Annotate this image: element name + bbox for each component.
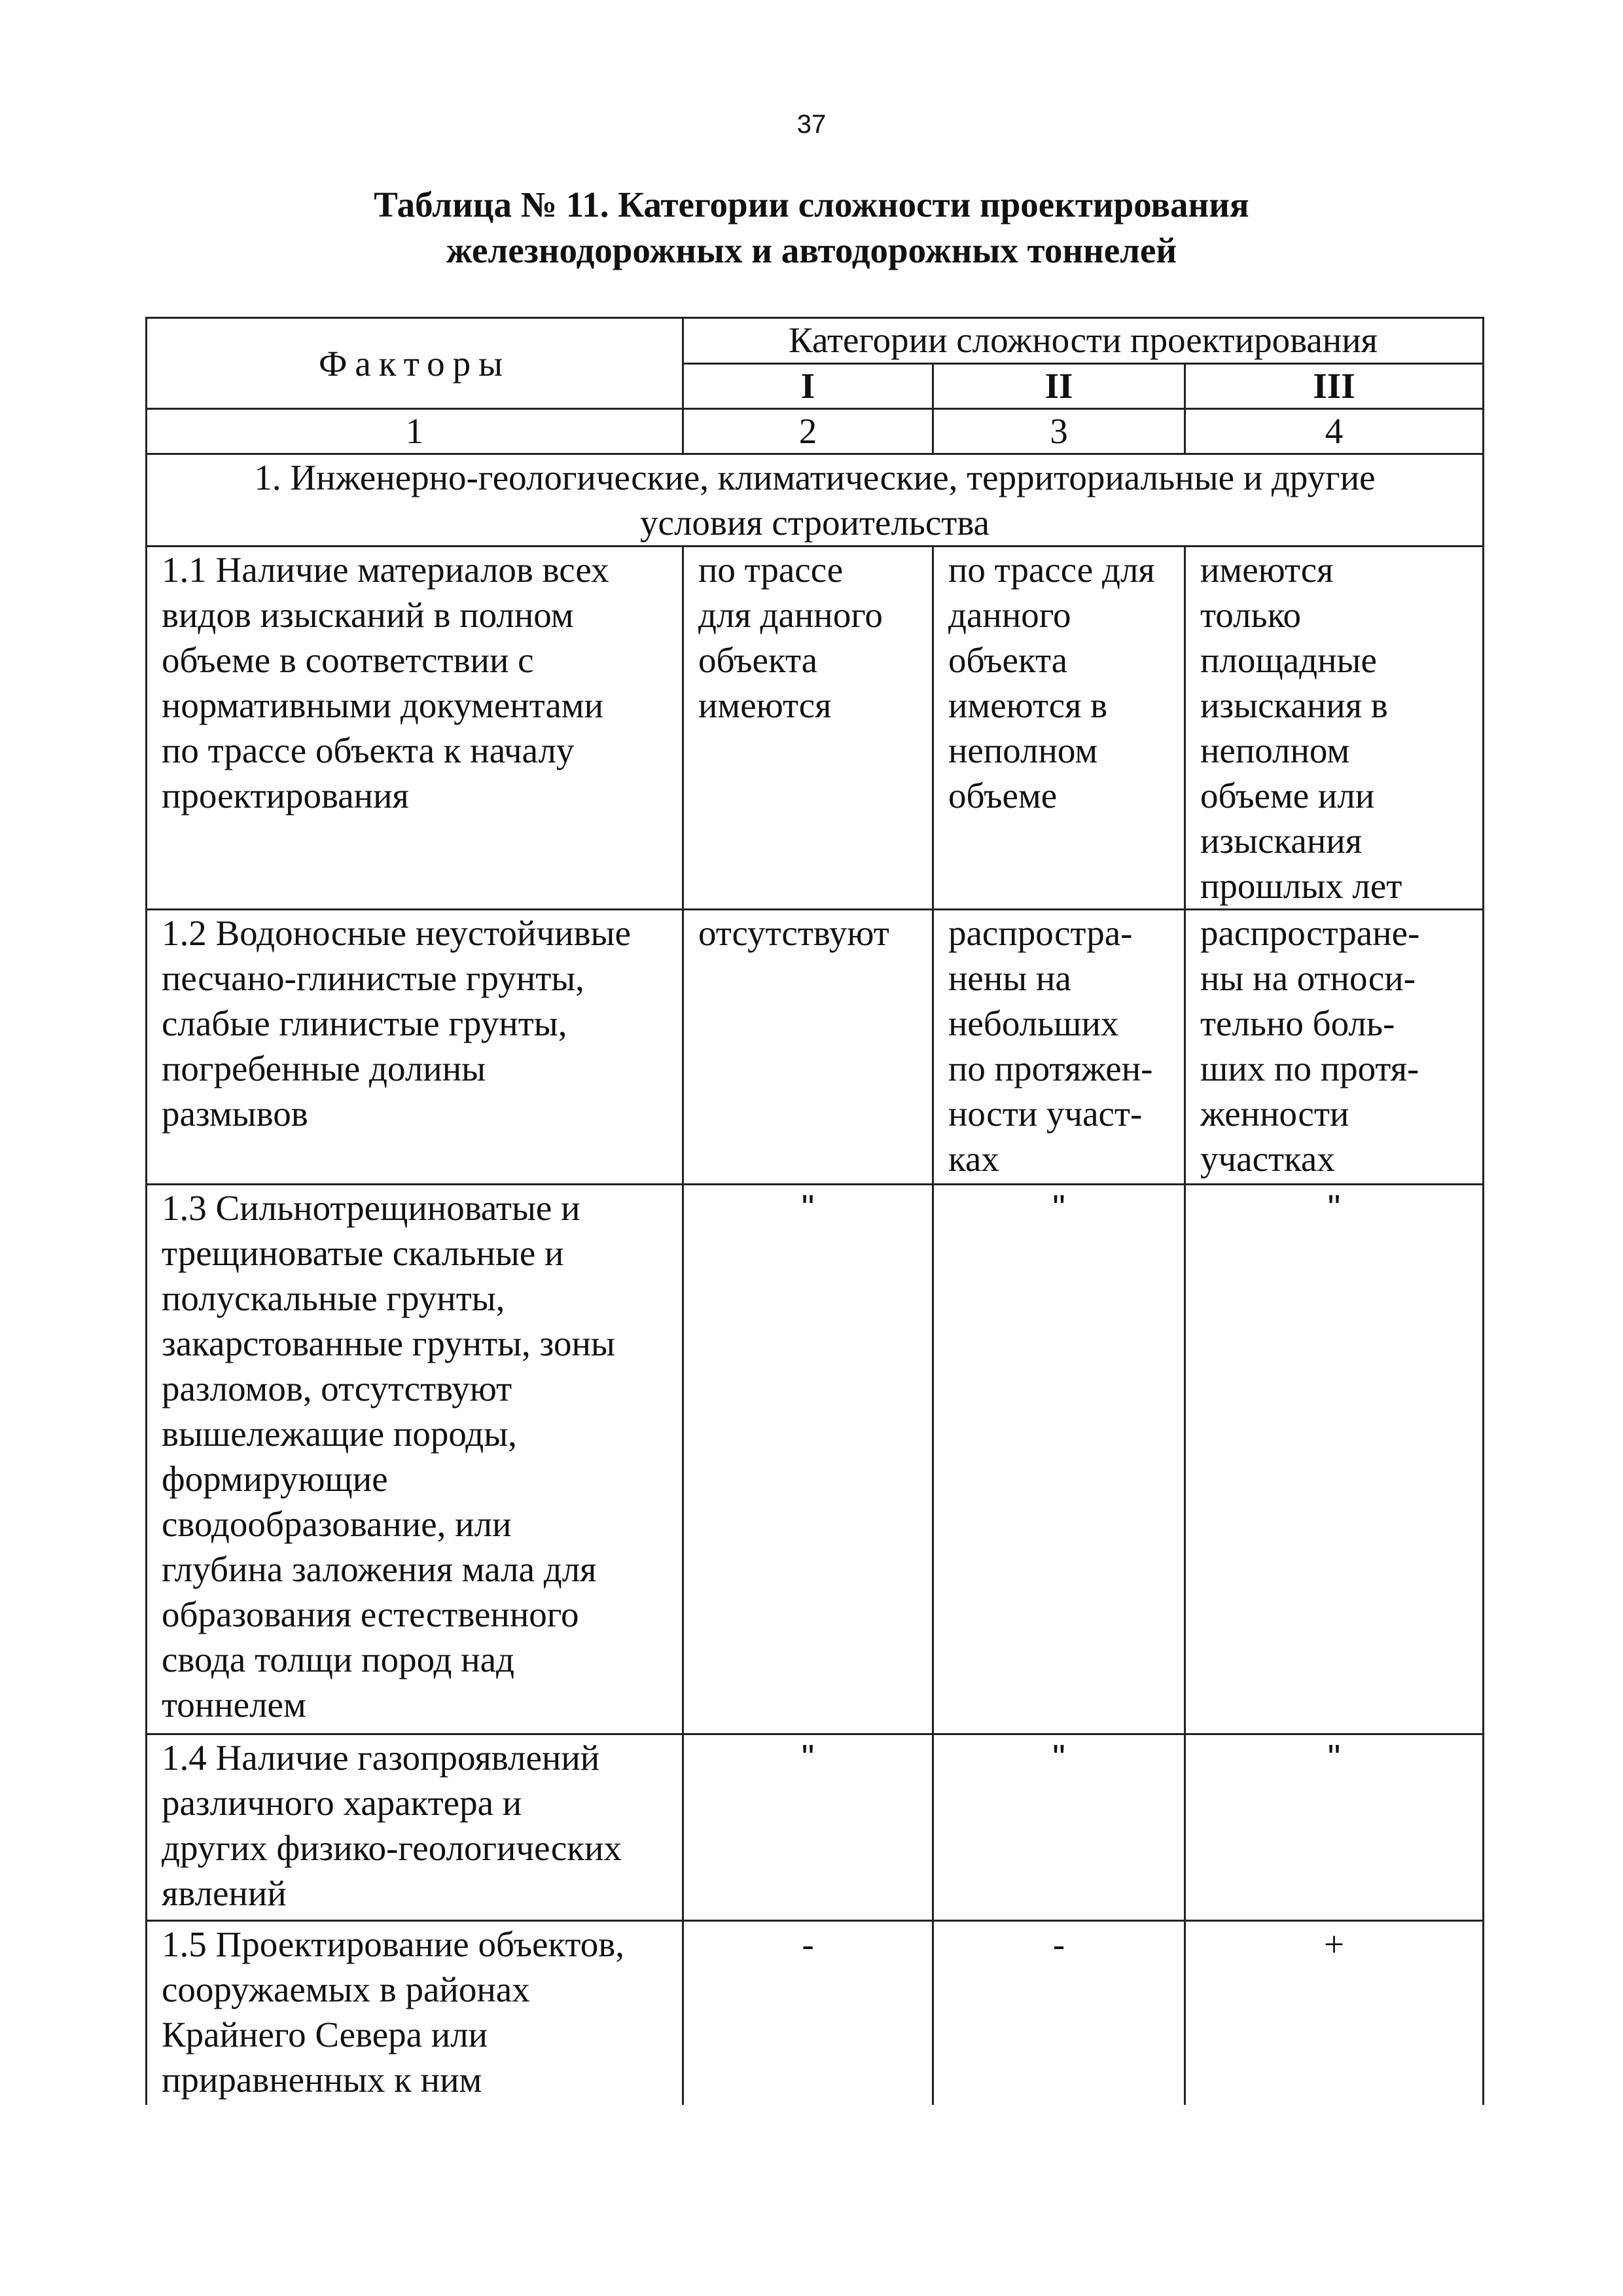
header-row-1 <box>147 318 1484 364</box>
category-II-cell: по трассе для данного объекта имеются в неполном объеме <box>933 547 1185 910</box>
header-categories: Категории сложности проектирования <box>683 318 1484 364</box>
category-I-cell: отсутствуют <box>683 910 933 1185</box>
title-line-1: Таблица № 11. Категории сложности проектирования <box>374 185 1249 224</box>
complexity-categories-table <box>145 317 1484 2105</box>
category-I-cell: " <box>683 1185 933 1734</box>
category-I-cell: по трассе для данного объекта имеются <box>683 547 933 910</box>
category-III-cell: имеются только площадные изыскания в неполном объеме или изыскания прошлых лет <box>1185 547 1484 910</box>
document-title <box>157 182 1466 274</box>
table-row-1-5 <box>147 1921 1484 2105</box>
page-number: 37 <box>796 110 827 139</box>
factor-cell: 1.1 Наличие материалов всех видов изысканий в полном объеме в соответствии с нормативными документами по трассе объекта к началу проектирования <box>147 547 683 910</box>
factor-cell: 1.3 Сильнотрещиноватые и трещиноватые скальные и полускальные грунты, закарстованные грунты, зоны разломов, отсутствуют вышележащие породы, формирующие сводообразование, или глубина заложения мала для образования естественного свода толщи пород над тоннелем <box>147 1185 683 1734</box>
column-number-1: 1 <box>147 409 683 454</box>
column-number-4: 4 <box>1185 409 1484 454</box>
table-row-1-1 <box>147 547 1484 910</box>
table-row-1-3 <box>147 1185 1484 1734</box>
category-II-cell: " <box>933 1734 1185 1921</box>
category-II-cell: - <box>933 1921 1185 2105</box>
table-row-1-2 <box>147 910 1484 1185</box>
column-number-3: 3 <box>933 409 1185 454</box>
category-III-cell: " <box>1185 1734 1484 1921</box>
header-category-III: III <box>1185 364 1484 409</box>
section-heading: 1. Инженерно-геологические, климатические, территориальные и другие условия строительства <box>147 454 1484 547</box>
header-category-II: II <box>933 364 1185 409</box>
factor-cell: 1.5 Проектирование объектов, сооружаемых в районах Крайнего Севера или приравненных к ним <box>147 1921 683 2105</box>
section-row <box>147 454 1484 547</box>
category-II-cell: распростра- нены на небольших по протяжен- ности участ- ках <box>933 910 1185 1185</box>
category-III-cell: + <box>1185 1921 1484 2105</box>
table-row-1-4 <box>147 1734 1484 1921</box>
category-I-cell: " <box>683 1734 933 1921</box>
factor-cell: 1.2 Водоносные неустойчивые песчано-глинистые грунты, слабые глинистые грунты, погребенные долины размывов <box>147 910 683 1185</box>
category-II-cell: " <box>933 1185 1185 1734</box>
factor-cell: 1.4 Наличие газопроявлений различного характера и других физико-геологических явлений <box>147 1734 683 1921</box>
category-III-cell: " <box>1185 1185 1484 1734</box>
category-III-cell: распростране- ны на относи- тельно боль- ших по протя- женности участках <box>1185 910 1484 1185</box>
header-category-I: I <box>683 364 933 409</box>
category-I-cell: - <box>683 1921 933 2105</box>
header-factors: Факторы <box>147 318 683 409</box>
title-line-2: железнодорожных и автодорожных тоннелей <box>446 230 1177 270</box>
column-number-2: 2 <box>683 409 933 454</box>
column-number-row <box>147 409 1484 454</box>
